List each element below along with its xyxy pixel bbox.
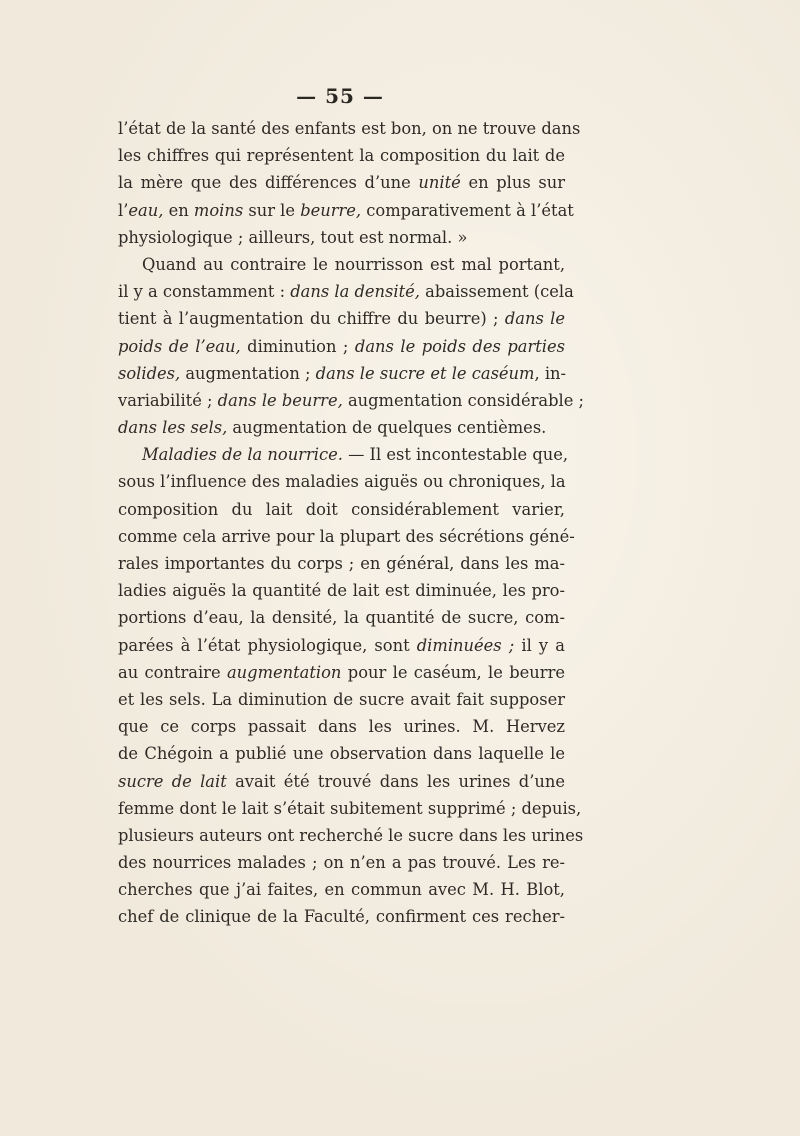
italic-text-segment: dans la densité, bbox=[290, 282, 420, 302]
body-text bbox=[118, 115, 585, 931]
italic-text-segment: dans les sels, bbox=[118, 418, 228, 438]
text-segment: sur le bbox=[243, 200, 301, 220]
text-segment: comparativement à l’état bbox=[361, 200, 574, 220]
text-segment: abaissement (cela bbox=[419, 282, 574, 302]
italic-text-segment: Maladies de la nourrice. bbox=[142, 445, 343, 465]
text-segment: portions d’eau, la densité, la quantité de sucre, com- bbox=[118, 608, 565, 628]
text-segment: plusieurs auteurs ont recherché le sucre dans les urines bbox=[118, 825, 584, 845]
text-line bbox=[118, 360, 565, 387]
text-line bbox=[118, 876, 565, 903]
text-segment: , in- bbox=[534, 363, 567, 383]
italic-text-segment: solides, bbox=[118, 363, 181, 383]
italic-text-segment: dans le sucre et le caséum bbox=[315, 363, 535, 383]
italic-text-segment: augmentation bbox=[226, 662, 342, 682]
text-segment: les chiffres qui représentent la composition du lait de bbox=[118, 146, 565, 166]
text-line bbox=[118, 768, 565, 795]
text-line bbox=[118, 333, 565, 360]
italic-text-segment: sucre de lait bbox=[118, 771, 227, 791]
text-line bbox=[118, 305, 565, 332]
text-segment: femme dont le lait s’était subitement supprimé ; depuis, bbox=[118, 798, 582, 818]
text-segment: parées à l’état physiologique, sont bbox=[118, 635, 417, 655]
text-segment: pour le caséum, le beurre bbox=[341, 662, 565, 682]
text-segment: l’ bbox=[118, 200, 129, 220]
text-line bbox=[118, 387, 585, 414]
text-segment: comme cela arrive pour la plupart des sécrétions géné- bbox=[118, 526, 575, 546]
italic-text-segment: poids de l’eau, bbox=[118, 336, 241, 356]
page-number: — 55 — bbox=[296, 84, 384, 108]
text-segment: ladies aiguës la quantité de lait est diminuée, les pro- bbox=[118, 581, 565, 601]
text-line bbox=[118, 169, 565, 196]
text-segment: en bbox=[163, 200, 194, 220]
text-segment: sous l’influence des maladies aiguës ou chroniques, la bbox=[118, 472, 566, 492]
text-segment: tient à l’augmentation du chiffre du beurre) ; bbox=[118, 309, 505, 329]
text-segment: augmentation considérable ; bbox=[342, 390, 585, 410]
text-segment: de Chégoin a publié une observation dans laquelle le bbox=[118, 744, 565, 764]
text-segment: Quand au contraire le nourrisson est mal portant, bbox=[142, 254, 565, 274]
text-line bbox=[118, 632, 565, 659]
text-line bbox=[118, 577, 565, 604]
text-line bbox=[118, 278, 574, 305]
text-line bbox=[118, 468, 565, 495]
text-segment: — Il est incontestable que, bbox=[342, 445, 569, 465]
text-segment: cherches que j’ai faites, en commun avec M. H. Blot, bbox=[118, 880, 565, 900]
text-line bbox=[118, 795, 582, 822]
italic-text-segment: eau, bbox=[128, 200, 164, 220]
text-segment: diminution ; bbox=[240, 336, 355, 356]
italic-text-segment: unité bbox=[418, 173, 461, 193]
text-line bbox=[118, 686, 565, 713]
text-segment: composition du lait doit considérablement varier, bbox=[118, 499, 565, 519]
text-line bbox=[118, 197, 574, 224]
italic-text-segment: dans le beurre, bbox=[217, 390, 343, 410]
text-line bbox=[118, 659, 565, 686]
text-segment: et les sels. La diminution de sucre avait fait supposer bbox=[118, 689, 565, 709]
text-line bbox=[118, 550, 565, 577]
text-segment: physiologique ; ailleurs, tout est normal. » bbox=[118, 227, 468, 247]
text-line bbox=[118, 713, 565, 740]
text-line bbox=[118, 849, 565, 876]
italic-text-segment: beurre, bbox=[300, 200, 362, 220]
text-line bbox=[118, 822, 584, 849]
italic-text-segment: moins bbox=[193, 200, 244, 220]
text-line bbox=[118, 414, 565, 441]
text-segment: en plus sur bbox=[460, 173, 565, 193]
text-segment: augmentation ; bbox=[180, 363, 316, 383]
text-segment: chef de clinique de la Faculté, confirment ces recher- bbox=[118, 907, 565, 927]
text-line bbox=[118, 224, 565, 251]
text-line bbox=[118, 115, 581, 142]
text-segment: la mère que des différences d’une bbox=[118, 173, 419, 193]
text-line bbox=[118, 142, 565, 169]
text-segment: rales importantes du corps ; en général, dans les ma- bbox=[118, 554, 565, 573]
text-line bbox=[118, 523, 575, 550]
text-segment: il y a constamment : bbox=[118, 282, 291, 302]
italic-text-segment: diminuées ; bbox=[416, 635, 515, 655]
text-line bbox=[118, 903, 565, 930]
italic-text-segment: dans le bbox=[504, 309, 565, 329]
text-line bbox=[118, 496, 565, 523]
text-segment: variabilité ; bbox=[118, 390, 218, 410]
italic-text-segment: dans le poids des parties bbox=[354, 336, 565, 356]
text-line bbox=[118, 251, 565, 278]
text-segment: au contraire bbox=[118, 662, 227, 682]
text-segment: avait été trouvé dans les urines d’une bbox=[226, 771, 565, 791]
text-segment: que ce corps passait dans les urines. M. Hervez bbox=[118, 717, 565, 737]
text-segment: il y a bbox=[514, 635, 565, 655]
text-line bbox=[118, 441, 569, 468]
text-segment: augmentation de quelques centièmes. bbox=[227, 418, 547, 438]
text-line bbox=[118, 604, 565, 631]
text-segment: l’état de la santé des enfants est bon, on ne trouve dans bbox=[118, 119, 581, 138]
text-segment: des nourrices malades ; on n’en a pas trouvé. Les re- bbox=[118, 853, 565, 873]
text-line bbox=[118, 740, 565, 767]
